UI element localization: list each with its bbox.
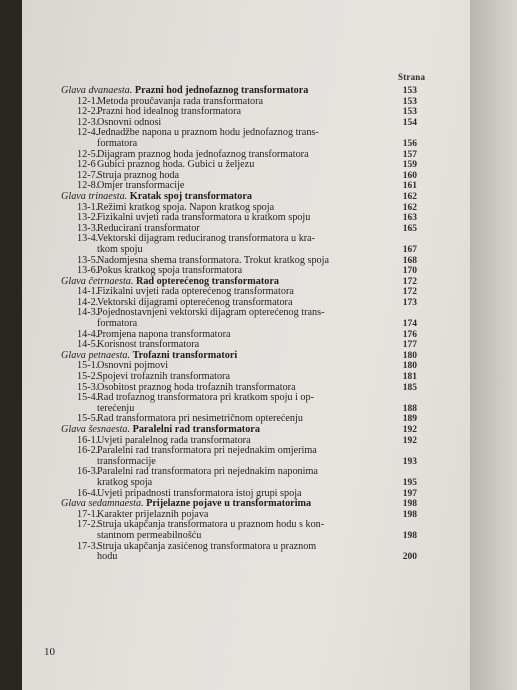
page-reference: 163 — [402, 213, 417, 224]
page-reference: 200 — [402, 552, 417, 563]
page-reference: 198 — [402, 499, 417, 510]
section-number: 16-4. — [77, 487, 99, 499]
chapter-prefix: Glava dvanaesta. — [61, 85, 133, 96]
page-reference: 159 — [402, 160, 417, 171]
section-title-continued: transformacije — [97, 455, 156, 467]
section-number: 15-5. — [77, 413, 99, 425]
section-title: Rad trofaznog transformatora pri kratkom spoju i op- — [97, 392, 314, 404]
section-number: 12-1. — [77, 95, 99, 107]
page-reference: 154 — [402, 117, 417, 128]
section-title: Vektorski dijagram reduciranog transformatora u kra- — [97, 233, 316, 245]
section-number: 13-2. — [77, 212, 99, 224]
page-reference: 157 — [402, 149, 417, 160]
page-reference: 156 — [402, 138, 417, 149]
section-number: 15-2. — [77, 371, 99, 383]
section-number: 12-3. — [77, 116, 99, 128]
page-reference: 172 — [402, 287, 417, 298]
section-title: Metoda proučavanja rada transformatora — [97, 95, 264, 107]
section-number: 13-4. — [77, 233, 99, 245]
section-number: 14-5. — [77, 339, 99, 351]
section-number: 12-6 — [77, 159, 96, 171]
chapter-title: Trofazni transformatori — [132, 349, 238, 361]
section-number: 12-4. — [77, 127, 99, 139]
section-number: 17-2. — [77, 519, 99, 531]
page-reference: 162 — [402, 191, 417, 202]
chapter-title: Prazni hod jednofaznog transformatora — [134, 85, 309, 96]
section-number: 14-1. — [77, 286, 99, 298]
section-title: Dijagram praznog hoda jednofaznog transformatora — [97, 148, 309, 160]
section-title: Paralelni rad transformatora pri nejednakim omjerima — [97, 445, 317, 457]
page-reference: 177 — [402, 340, 417, 351]
page-reference: 193 — [402, 456, 417, 467]
page-reference: 168 — [402, 255, 417, 266]
section-number: 17-1. — [77, 508, 99, 520]
page-reference: 197 — [402, 488, 417, 499]
chapter-prefix: Glava trinaesta. — [61, 190, 128, 202]
section-number: 13-1. — [77, 201, 99, 213]
section-title: Gubici praznog hoda. Gubici u željezu — [97, 159, 255, 171]
page-reference: 153 — [402, 96, 417, 107]
section-title: Pojednostavnjeni vektorski dijagram opterećenog trans- — [97, 307, 325, 319]
section-title: Spojevi trofaznih transformatora — [97, 371, 230, 383]
section-title-continued: formatora — [97, 318, 138, 330]
section-title: Osnovni pojmovi — [97, 360, 169, 372]
toc-continuation-row — [61, 552, 417, 563]
page-reference: 165 — [402, 223, 417, 234]
section-number: 12-2. — [77, 106, 99, 118]
page-reference: 192 — [402, 425, 417, 435]
section-number: 13-6. — [77, 265, 99, 277]
section-title: Struja ukapčanja transformatora u praznom hodu s kon- — [97, 519, 325, 531]
chapter-title: Kratak spoj transformatora — [129, 190, 252, 202]
page-reference: 161 — [402, 181, 417, 192]
section-title: Korisnost transformatora — [97, 339, 200, 351]
section-title: Struja ukapčanja zasićenog transformatora u praznom — [97, 540, 317, 552]
section-title: Reducirani transformator — [97, 222, 200, 234]
chapter-prefix: Glava petnaesta. — [61, 349, 131, 361]
section-number: 14-3. — [77, 307, 99, 319]
section-title: Jednadžbe napona u praznom hodu jednofaznog trans- — [97, 127, 319, 139]
page-reference: 185 — [402, 382, 417, 393]
section-number: 15-4. — [77, 392, 99, 404]
section-title: Režimi kratkog spoja. Napon kratkog spoja — [97, 201, 275, 213]
section-number: 14-2. — [77, 296, 99, 308]
section-number: 16-2. — [77, 445, 99, 457]
section-title: Karakter prijelaznih pojava — [97, 508, 209, 520]
facing-page-edge — [470, 0, 517, 690]
page-reference: 188 — [402, 403, 417, 414]
section-title-continued: formatora — [97, 137, 138, 149]
section-title: Paralelni rad transformatora pri nejednakim naponima — [97, 466, 318, 478]
page-reference: 180 — [402, 350, 417, 361]
page-reference: 192 — [402, 435, 417, 446]
chapter-title: Rad opterećenog transformatora — [135, 275, 279, 287]
section-number: 16-3. — [77, 466, 99, 478]
page-reference: 173 — [402, 297, 417, 308]
section-number: 14-4. — [77, 328, 99, 340]
section-title: Osnovni odnosi — [97, 116, 162, 128]
section-title: Pokus kratkog spoja transformatora — [97, 265, 243, 277]
section-number: 16-1. — [77, 434, 99, 446]
page-reference: 167 — [402, 244, 417, 255]
page-reference: 180 — [402, 361, 417, 372]
section-title: Uvjeti paralelnog rada transformatora — [97, 434, 251, 446]
chapter-prefix: Glava četrnaesta. — [61, 275, 134, 287]
section-number: 15-3. — [77, 381, 99, 393]
page-reference: 198 — [402, 509, 417, 520]
chapter-prefix: Glava šesnaesta. — [61, 424, 131, 435]
page-reference: 176 — [402, 329, 417, 340]
section-number: 12-5. — [77, 148, 99, 160]
section-number: 13-5. — [77, 254, 99, 266]
page-reference: 198 — [402, 530, 417, 541]
chapter-prefix: Glava sedamnaesta. — [61, 498, 144, 510]
section-number: 12-8. — [77, 180, 99, 192]
section-number: 15-1. — [77, 360, 99, 372]
section-title: Fizikalni uvjeti rada transformatora u kratkom spoju — [97, 212, 311, 224]
section-title: Vektorski dijagrami opterećenog transformatora — [97, 296, 293, 308]
section-title: Promjena napona transformatora — [97, 328, 231, 340]
page-reference: 172 — [402, 276, 417, 287]
section-title: Prazni hod idealnog transformatora — [97, 106, 241, 118]
page-reference: 162 — [402, 202, 417, 213]
section-number: 13-3. — [77, 222, 99, 234]
page-reference: 153 — [402, 86, 417, 96]
table-of-contents — [61, 86, 417, 563]
page-column-header: Strana — [398, 72, 426, 82]
page-reference: 181 — [402, 372, 417, 383]
section-number: 12-7. — [77, 169, 99, 181]
page-reference: 170 — [402, 266, 417, 277]
section-title: Rad transformatora pri nesimetričnom opterećenju — [97, 413, 303, 425]
section-title: Omjer transformacije — [97, 180, 185, 192]
section-title: Osobitost praznog hoda trofaznih transformatora — [97, 381, 296, 393]
section-number: 17-3. — [77, 540, 99, 552]
page-reference: 195 — [402, 477, 417, 488]
section-title-continued: terećenju — [97, 402, 135, 414]
section-title: Struja praznog hoda — [97, 169, 180, 181]
chapter-title: Prijelazne pojave u transformatorima — [146, 498, 312, 510]
page-reference: 189 — [402, 414, 417, 425]
section-title: Nadomjesna shema transformatora. Trokut kratkog spoja — [97, 254, 330, 266]
page-reference: 153 — [402, 107, 417, 118]
chapter-title: Paralelni rad transformatora — [132, 424, 260, 435]
page-number: 10 — [44, 646, 55, 658]
section-title: Uvjeti pripadnosti transformatora istoj grupi spoja — [97, 487, 302, 499]
section-title-continued: stantnom permeabilnošću — [97, 529, 202, 541]
page-reference: 174 — [402, 319, 417, 330]
section-title-continued: kratkog spoja — [97, 476, 153, 488]
section-title-continued: tkom spoju — [97, 243, 143, 255]
page-reference: 160 — [402, 170, 417, 181]
section-title-continued: hodu — [97, 551, 118, 563]
section-title: Fizikalni uvjeti rada opterećenog transformatora — [97, 286, 294, 298]
